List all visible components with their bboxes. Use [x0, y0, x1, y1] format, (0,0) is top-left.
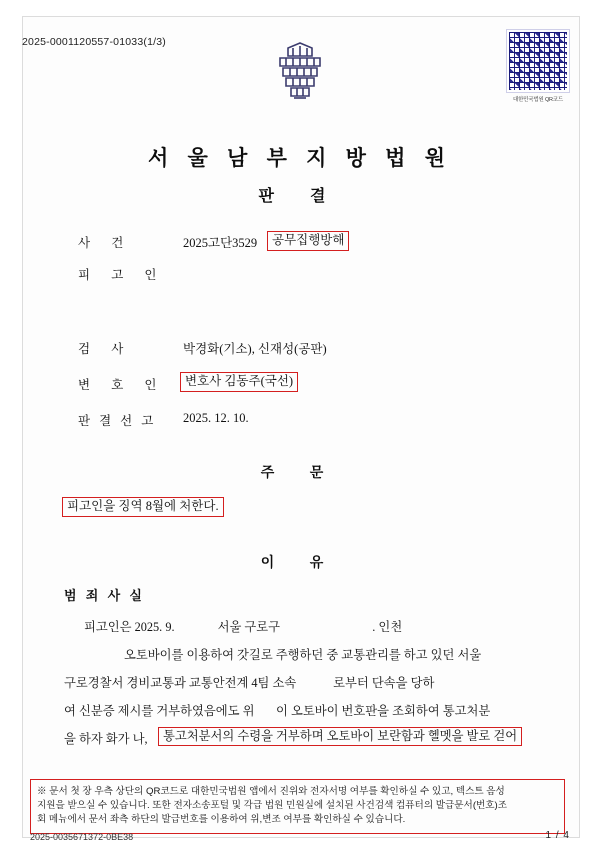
footer-notice-line-2: 지원을 받으실 수 있습니다. 또한 전자소송포털 및 각급 법원 민원실에 설치된 사건검색 컴퓨터의 발급문서(번호)조	[37, 799, 508, 811]
main-text-statement: 피고인을 징역 8월에 처한다.	[62, 497, 224, 517]
field-value-case-charge: 공무집행방해	[267, 231, 349, 251]
body-line-2: 오토바이를 이용하여 갓길로 주행하던 중 교통관리를 하고 있던 서울	[124, 648, 482, 662]
main-text-statement-wrap	[62, 497, 224, 517]
field-label-attorney: 변 호 인	[78, 378, 166, 392]
body-line-6-highlighted: 통고처분서의 수령을 거부하며 오토바이 보란함과 헬멧을 발로 걷어	[158, 727, 522, 746]
field-label-case: 사 건	[78, 236, 133, 250]
field-value-sentencing-date: 2025. 12. 10.	[183, 411, 249, 425]
footer-notice-line-3: 회 메뉴에서 문서 좌측 하단의 발급번호를 이용하여 위,변조 여부를 확인하실 수 있습니다.	[37, 813, 406, 825]
section-heading-main-text: 주 문	[260, 466, 340, 481]
verdict-title: 판 결	[258, 188, 342, 205]
field-value-attorney: 변호사 김동주(국선)	[180, 372, 298, 392]
court-title: 서 울 남 부 지 방 법 원	[147, 146, 453, 170]
page-indicator: 1 / 4	[545, 830, 570, 841]
footer-notice	[30, 779, 565, 834]
body-line-5: 을 하자 화가 나,	[64, 732, 148, 746]
field-value-prosecutor: 박경화(기소), 신재성(공판)	[183, 342, 327, 356]
body-line-1: 피고인은 2025. 9. 서울 구로구 . 인천	[84, 620, 403, 634]
field-label-prosecutor: 검 사	[78, 342, 133, 356]
subheading-crime-fact: 범 죄 사 실	[64, 588, 145, 603]
field-label-sentencing-date: 판결선고	[78, 414, 163, 428]
body-line-3: 구로경찰서 경비교통과 교통안전계 4팀 소속 로부터 단속을 당하	[64, 676, 435, 690]
field-value-case: 2025고단3529	[183, 236, 258, 250]
footer-notice-line-1: ※ 문서 첫 장 우측 상단의 QR코드로 대한민국법원 앱에서 진위와 전자서명 여부를 확인하실 수 있고, 텍스트 음성	[37, 786, 505, 797]
document-number: 2025-0001120557-01033(1/3)	[22, 36, 166, 48]
court-emblem-icon	[272, 40, 328, 102]
section-heading-reason: 이 유	[260, 556, 340, 571]
field-label-defendant: 피 고 인	[78, 268, 166, 282]
qr-code-block	[506, 30, 570, 103]
body-line-6-wrap	[158, 727, 522, 746]
body-line-4: 여 신분증 제시를 거부하였음에도 위 이 오토바이 번호판을 조회하여 통고처분	[64, 704, 491, 718]
issue-number: 2025-0035671372-0BE38	[30, 832, 134, 842]
qr-code-icon	[507, 30, 569, 92]
qr-code-caption: 대한민국법원 QR코드	[512, 97, 564, 103]
